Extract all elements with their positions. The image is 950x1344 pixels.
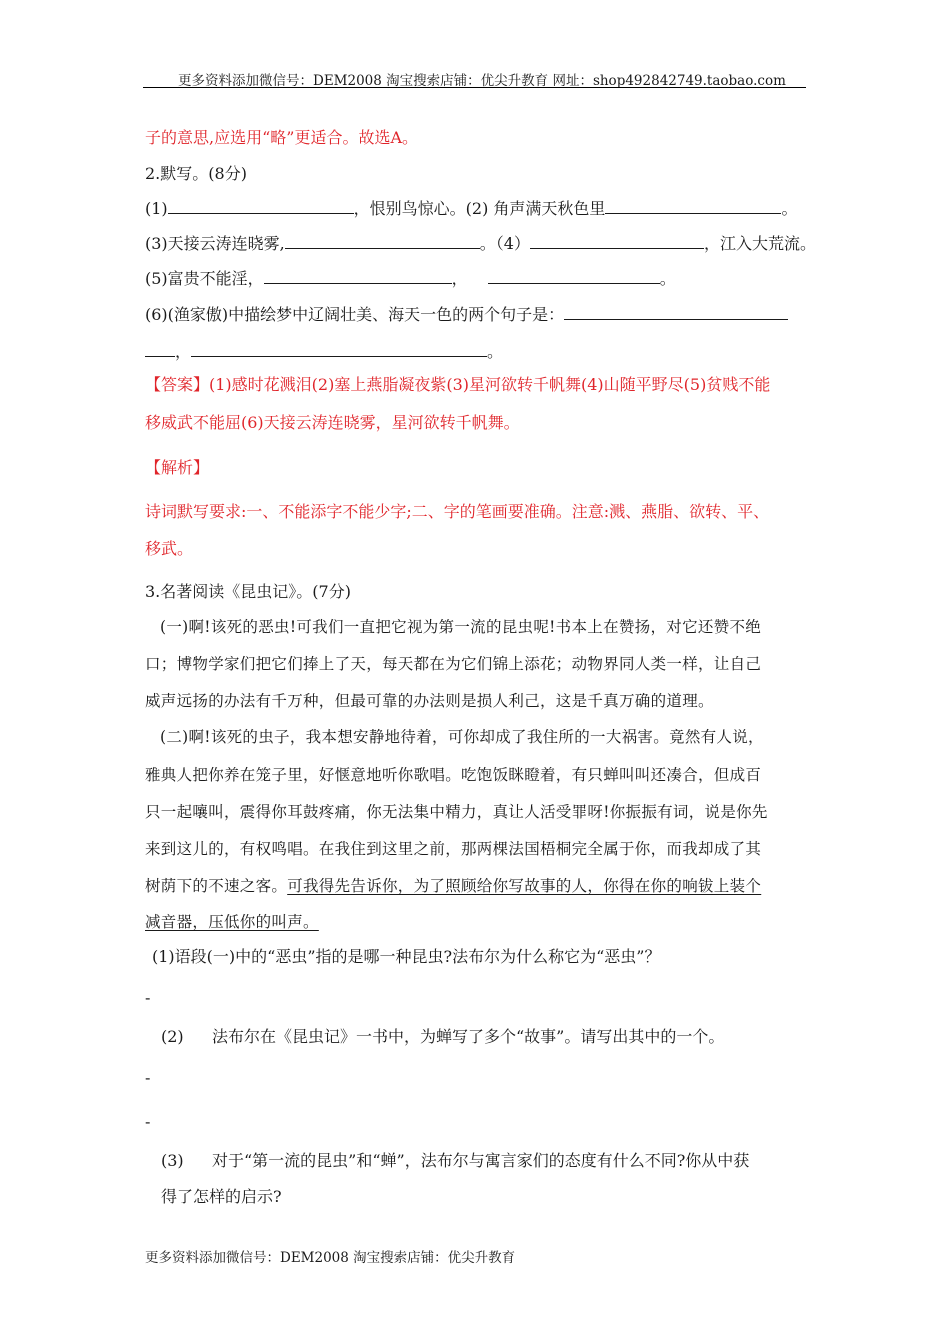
- q2-l4-text: (6)(渔家傲)中描绘梦中辽阔壮美、海天一色的两个句子是：: [145, 305, 565, 324]
- page-header: 更多资料添加微信号：DEM2008 淘宝搜索店铺：优尖升教育 网址：shop492842749.taobao.com: [178, 73, 786, 89]
- q3-sub-3-number: (3): [161, 1151, 184, 1170]
- passage-2-underlined: 可我得先告诉你，为了照顾给你写故事的人，你得在你的响钹上装个: [287, 877, 762, 895]
- q2-title: 2.默写。(8分): [145, 164, 247, 183]
- answer-blank[interactable]: [605, 199, 781, 214]
- answer-dash: -: [145, 1112, 151, 1131]
- answer-blank[interactable]: [530, 234, 704, 249]
- passage-2-line-1: (二)啊!该死的虫子，我本想安静地待着，可你却成了我住所的一大祸害。竟然有人说，: [160, 728, 764, 746]
- q2-l2-end: ，江入大荒流。: [703, 234, 816, 253]
- page-footer: 更多资料添加微信号：DEM2008 淘宝搜索店铺：优尖升教育: [145, 1250, 516, 1266]
- q2-analysis-line-2: 移武。: [145, 539, 194, 558]
- answer-dash: -: [145, 988, 151, 1007]
- q2-l5-end: 。: [487, 342, 504, 361]
- header-rule: [143, 87, 806, 88]
- q2-l5-mid: ，: [175, 342, 192, 361]
- answer-blank[interactable]: [564, 305, 788, 320]
- q2-l1-end: 。: [781, 199, 798, 218]
- q2-l3-text: (5)富贵不能淫，: [145, 269, 264, 288]
- q2-line-3: [145, 268, 676, 290]
- q2-l3-end: 。: [659, 269, 676, 288]
- q3-sub-3-line-1: 对于“第一流的昆虫”和“蝉”，法布尔与寓言家们的态度有什么不同?你从中获: [212, 1151, 750, 1170]
- q2-l1-text: ，恨别鸟惊心。(2) 角声满天秋色里: [353, 199, 606, 218]
- q3-sub-2: 法布尔在《昆虫记》一书中，为蝉写了多个“故事”。请写出其中的一个。: [212, 1027, 725, 1046]
- passage-2-line-3: 只一起嚷叫，震得你耳鼓疼痛，你无法集中精力，真让人活受罪呀!你振振有词，说是你先: [145, 803, 768, 821]
- q2-answer-line-2: 移威武不能屈(6)天接云涛连晓雾，星河欲转千帆舞。: [145, 413, 520, 432]
- answer-blank[interactable]: [285, 234, 480, 249]
- answer-blank[interactable]: [488, 269, 660, 284]
- q3-sub-1: (1)语段(一)中的“恶虫”指的是哪一种昆虫?法布尔为什么称它为“恶虫”？: [152, 947, 661, 966]
- q2-l2-text: (3)天接云涛连晓雾,: [145, 234, 285, 253]
- q2-l2-mid: 。（4）: [479, 234, 530, 253]
- q2-l1-label: (1): [145, 199, 168, 218]
- passage-2-line-4: 来到这儿的，有权鸣唱。在我住到这里之前，那两棵法国梧桐完全属于你，而我却成了其: [145, 840, 762, 858]
- q2-line-5: [145, 341, 503, 363]
- q3-title: 3.名著阅读《昆虫记》。(7分): [145, 582, 351, 601]
- q1-answer-tail: 子的意思,应选用“略”更适合。故选A。: [145, 128, 419, 147]
- passage-1-line-2: 口；博物学家们把它们捧上了天，每天都在为它们锦上添花；动物界同人类一样，让自己: [145, 655, 762, 673]
- passage-2-line-6: 减音器，压低你的叫声。: [145, 913, 319, 931]
- answer-blank[interactable]: [168, 199, 354, 214]
- q2-analysis-line-1: 诗词默写要求:一、不能添字不能少字;二、字的笔画要准确。注意:溅、燕脂、欲转、平、: [145, 502, 770, 521]
- q2-line-4: [145, 304, 788, 326]
- passage-1-line-3: 威声远扬的办法有千万种，但最可靠的办法则是损人利己，这是千真万确的道理。: [145, 692, 714, 710]
- answer-blank[interactable]: [264, 269, 452, 284]
- passage-1-line-1: (一)啊!该死的恶虫!可我们一直把它视为第一流的昆虫呢!书本上在赞扬，对它还赞不绝: [160, 618, 762, 636]
- passage-2-line-2: 雅典人把你养在笼子里，好惬意地听你歌唱。吃饱饭眯瞪着，有只蝉叫叫还凑合，但成百: [145, 766, 762, 784]
- q2-answer-line-1: 【答案】(1)感时花溅泪(2)塞上燕脂凝夜紫(3)星河欲转千帆舞(4)山随平野尽(5)贫贱不能: [145, 375, 771, 394]
- q2-analysis-title: 【解析】: [145, 458, 210, 477]
- q2-l3-mid: ，: [451, 269, 468, 288]
- passage-2-line-5: [145, 875, 761, 897]
- q2-line-1: [145, 198, 797, 220]
- q3-sub-3-line-2: 得了怎样的启示?: [161, 1187, 282, 1206]
- answer-blank[interactable]: [191, 342, 487, 357]
- passage-2-plain: 树荫下的不速之客。: [145, 877, 288, 895]
- q2-line-2: [145, 233, 816, 255]
- q3-sub-2-number: (2): [161, 1027, 184, 1046]
- answer-blank[interactable]: [145, 342, 175, 357]
- answer-dash: -: [145, 1068, 151, 1087]
